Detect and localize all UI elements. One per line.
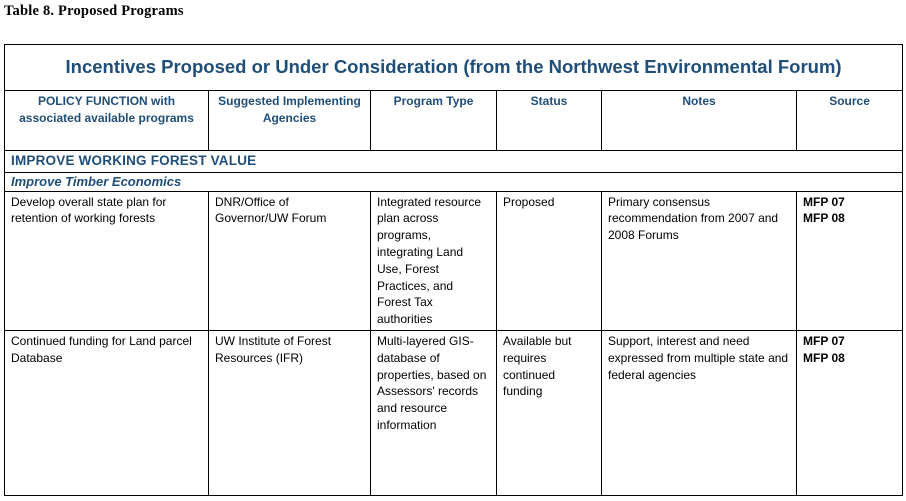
header-policy-function: POLICY FUNCTION with associated available programs bbox=[5, 91, 209, 151]
cell-status: Proposed bbox=[497, 191, 602, 330]
subsection-heading: Improve Timber Economics bbox=[5, 172, 903, 191]
source-item: MFP 08 bbox=[803, 211, 845, 226]
cell-status: Available but requires continued funding bbox=[497, 330, 602, 495]
cell-source bbox=[797, 191, 903, 330]
cell-policy: Continued funding for Land parcel Database bbox=[5, 330, 209, 495]
header-agencies: Suggested Implementing Agencies bbox=[209, 91, 371, 151]
table-row bbox=[5, 330, 903, 495]
cell-agencies: DNR/Office of Governor/UW Forum bbox=[209, 191, 371, 330]
header-notes: Notes bbox=[602, 91, 797, 151]
source-item: MFP 08 bbox=[803, 350, 845, 365]
header-source: Source bbox=[797, 91, 903, 151]
cell-notes: Support, interest and need expressed from multiple state and federal agencies bbox=[602, 330, 797, 495]
table-caption: Table 8. Proposed Programs bbox=[4, 3, 184, 19]
header-program-type: Program Type bbox=[371, 91, 497, 151]
cell-notes: Primary consensus recommendation from 2007 and 2008 Forums bbox=[602, 191, 797, 330]
cell-policy: Develop overall state plan for retention of working forests bbox=[5, 191, 209, 330]
header-status: Status bbox=[497, 91, 602, 151]
proposed-programs-table bbox=[4, 44, 903, 496]
table-row bbox=[5, 191, 903, 330]
header-row bbox=[5, 91, 903, 151]
source-item: MFP 07 bbox=[803, 194, 845, 209]
table-title: Incentives Proposed or Under Consideration (from the Northwest Environmental Forum) bbox=[5, 45, 903, 91]
section-heading: IMPROVE WORKING FOREST VALUE bbox=[5, 151, 903, 173]
cell-program-type: Integrated resource plan across programs, integrating Land Use, Forest Practices, and Forest Tax authorities bbox=[371, 191, 497, 330]
source-item: MFP 07 bbox=[803, 333, 845, 348]
cell-source bbox=[797, 330, 903, 495]
cell-agencies: UW Institute of Forest Resources (IFR) bbox=[209, 330, 371, 495]
cell-program-type: Multi-layered GIS-database of properties, based on Assessors' records and resource information bbox=[371, 330, 497, 495]
